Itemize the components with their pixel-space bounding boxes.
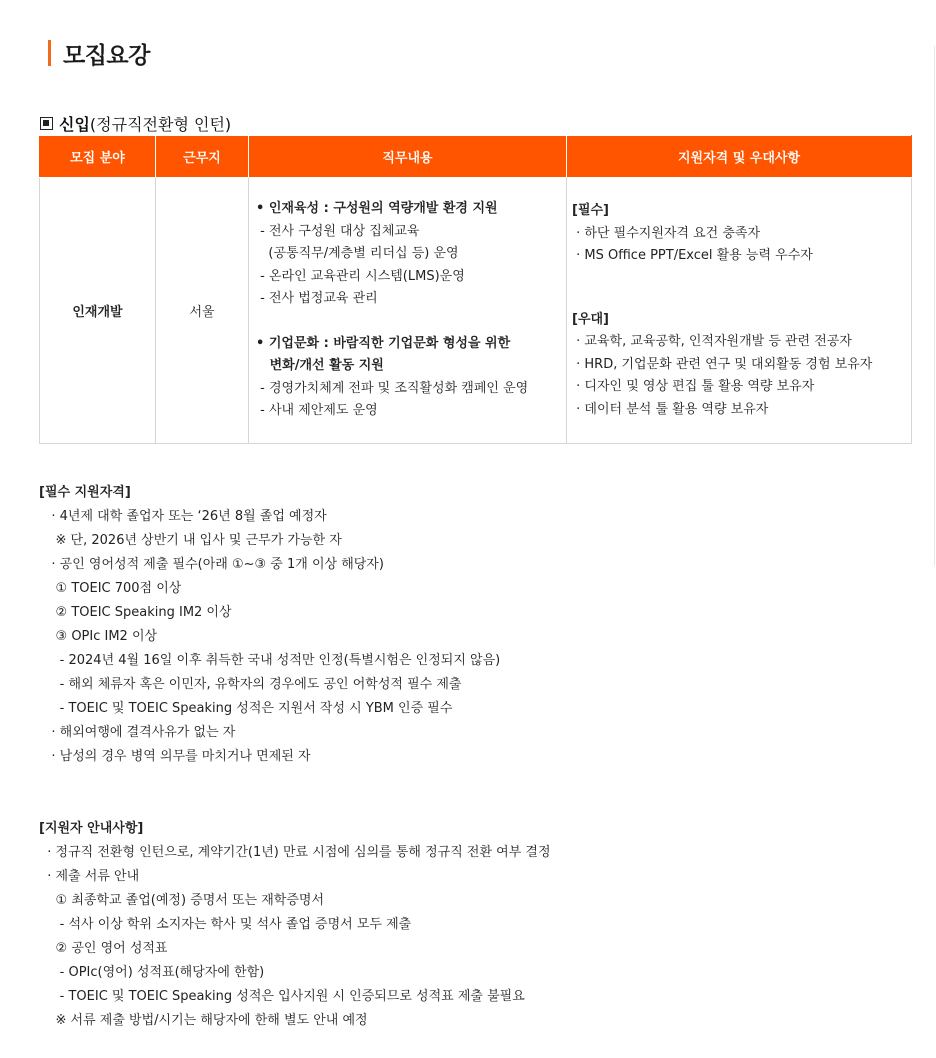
guide-title: [지원자 안내사항] [39, 821, 144, 836]
guide-list [39, 841, 551, 1033]
preferred-items [572, 331, 907, 421]
duty-item: - 온라인 교육관리 시스템(LMS)운영 [256, 268, 465, 284]
duties-list [249, 198, 566, 423]
table-header-row [40, 136, 912, 178]
requirement-line: ① TOEIC 700점 이상 [39, 581, 182, 596]
page-heading [48, 38, 150, 68]
requirement-line: ③ OPIc IM2 이상 [39, 629, 158, 644]
duty-item: (공통직무/계층별 리더십 등) 운영 [256, 246, 459, 262]
guide-line: - TOEIC 및 TOEIC Speaking 성적은 입사지원 시 인증되므로 성적표 제출 불필요 [39, 989, 525, 1004]
location-value: 서울 [189, 305, 215, 320]
location-cell [156, 178, 249, 444]
page-title: 모집요강 [63, 42, 150, 69]
requirement-line: - 2024년 4월 16일 이후 취득한 국내 성적만 인정(특별시험은 인정되지 않음) [39, 653, 501, 668]
header-duties: 직무내용 [249, 136, 567, 178]
section-title [40, 112, 231, 135]
preferred-item: · 교육학, 교육공학, 인적자원개발 등 관련 전공자 [572, 334, 852, 349]
qualifications-list [567, 200, 911, 421]
requirements-section [39, 481, 500, 769]
duty-item: - 경영가치체계 전파 및 조직활성화 캠페인 운영 [256, 380, 529, 396]
required-title: [필수] [572, 203, 609, 218]
heading-accent-bar [48, 40, 51, 66]
table-row [40, 178, 912, 444]
section-title-rest: (정규직전환형 인턴) [89, 115, 232, 134]
preferred-item: · 데이터 분석 툴 활용 역량 보유자 [572, 401, 769, 417]
requirement-line: · 해외여행에 결격사유가 없는 자 [39, 725, 236, 740]
required-item: · 하단 필수지원자격 요건 충족자 [572, 225, 761, 241]
header-field: 모집 분야 [40, 136, 156, 178]
content-divider [934, 46, 935, 566]
field-cell [40, 178, 156, 444]
guide-line: ※ 서류 제출 방법/시기는 해당자에 한해 별도 안내 예정 [39, 1013, 368, 1028]
guide-line: · 정규직 전환형 인턴으로, 계약기간(1년) 만료 시점에 심의를 통해 정규직 전환 여부 결정 [39, 845, 551, 860]
guide-section [39, 817, 551, 1033]
duty-item: - 사내 제안제도 운영 [256, 403, 378, 419]
requirement-line: · 4년제 대학 졸업자 또는 ‘26년 8월 졸업 예정자 [39, 509, 327, 524]
duty-item: • 기업문화 : 바람직한 기업문화 형성을 위한 [256, 335, 511, 351]
duty-item: 변화/개선 활동 지원 [256, 358, 384, 374]
requirements-list [39, 505, 500, 769]
guide-line: ② 공인 영어 성적표 [39, 941, 168, 956]
requirement-line: ※ 단, 2026년 상반기 내 입사 및 근무가 가능한 자 [39, 533, 342, 548]
requirement-line: - 해외 체류자 혹은 이민자, 유학자의 경우에도 공인 어학성적 필수 제출 [39, 677, 462, 692]
preferred-title: [우대] [572, 311, 609, 327]
field-value: 인재개발 [72, 305, 123, 320]
header-qualifications: 지원자격 및 우대사항 [567, 136, 912, 178]
requirement-line: ② TOEIC Speaking IM2 이상 [39, 605, 232, 620]
square-bullet-icon [40, 117, 53, 130]
requirement-line: · 남성의 경우 병역 의무를 마치거나 면제된 자 [39, 749, 311, 764]
guide-line: - 석사 이상 학위 소지자는 학사 및 석사 졸업 증명서 모두 제출 [39, 917, 412, 932]
guide-line: - OPIc(영어) 성적표(해당자에 한함) [39, 965, 265, 980]
requirements-title: [필수 지원자격] [39, 485, 131, 500]
guide-line: ① 최종학교 졸업(예정) 증명서 또는 재학증명서 [39, 893, 325, 908]
duty-item [256, 311, 560, 333]
requirement-line: - TOEIC 및 TOEIC Speaking 성적은 지원서 작성 시 YBM 인증 필수 [39, 701, 453, 716]
guide-line: · 제출 서류 안내 [39, 869, 140, 884]
requirement-line: · 공인 영어성적 제출 필수(아래 ①~③ 중 1개 이상 해당자) [39, 557, 384, 572]
duty-item: - 전사 법정교육 관리 [256, 291, 378, 307]
preferred-item: · HRD, 기업문화 관련 연구 및 대외활동 경험 보유자 [572, 356, 873, 372]
duty-item: • 인재육성 : 구성원의 역량개발 환경 지원 [256, 201, 498, 217]
qualifications-cell [567, 178, 912, 444]
recruitment-table [39, 135, 912, 444]
duty-item: - 전사 구성원 대상 집체교육 [256, 223, 420, 239]
required-items [572, 223, 907, 268]
duties-cell [249, 178, 567, 444]
section-title-bold: 신입 [59, 115, 90, 134]
preferred-item: · 디자인 및 영상 편집 툴 활용 역량 보유자 [572, 379, 815, 394]
required-item: · MS Office PPT/Excel 활용 능력 우수자 [572, 248, 813, 263]
header-location: 근무지 [156, 136, 249, 178]
